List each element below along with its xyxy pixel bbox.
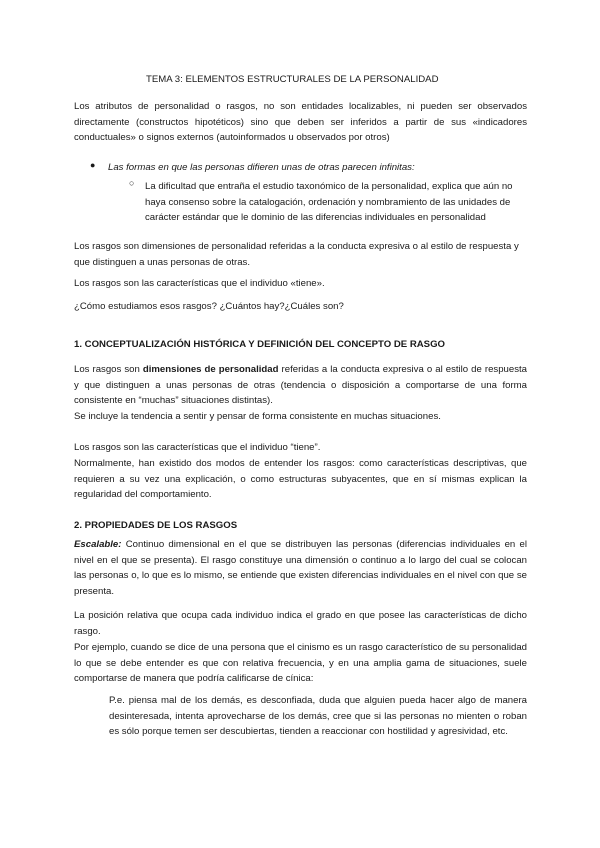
section-2-heading: 2. PROPIEDADES DE LOS RASGOS [74, 520, 238, 531]
s1-p1-end: referidas a la conducta expresiva o al estilo de respuesta y que distinguen a unas personas de otras (tendencia o disposición a comportarse de una forma consistente en “muchas” situaciones distintas). [74, 364, 528, 406]
bullet-item [108, 160, 528, 176]
posicion-paragraph: La posición relativa que ocupa cada individuo indica el grado en que posee las características de dicho rasgo. [74, 610, 527, 637]
section-1-paragraph-2-line-1: Los rasgos son las características que el individuo “tiene”. [74, 442, 321, 453]
section-1-line-2: Se incluye la tendencia a sentir y pensar de forma consistente en muchas situaciones. [74, 411, 441, 422]
ejemplo-paragraph: Por ejemplo, cuando se dice de una persona que el cinismo es un rasgo característico de su personalidad lo que se debe entender es que con relativa frecuencia, y en una amplia gama de situaciones, suele comportarse de manera que podría calificarse de cínica: [74, 642, 527, 684]
pe-paragraph: P.e. piensa mal de los demás, es desconfiada, duda que alguien pueda hacer algo de manera desinteresada, intenta aprovecharse de los demás, cree que si las personas no mienten o roban es sólo porque temen ser descubiertas, tienden a reaccionar con hostilidad y agresividad, etc. [109, 695, 527, 737]
questions-paragraph: ¿Cómo estudiamos esos rasgos? ¿Cuántos hay?¿Cuáles son? [74, 301, 344, 312]
s1-p1-bold: dimensiones de personalidad [142, 364, 279, 375]
rasgos-tiene-paragraph: Los rasgos son las características que el individuo «tiene». [74, 278, 325, 289]
section-1-paragraph-1 [74, 362, 527, 409]
s1-p1-start: Los rasgos son [74, 364, 143, 375]
bullet-dot-icon: ● [90, 160, 96, 170]
escalable-paragraph [74, 537, 527, 599]
section-1-heading: 1. CONCEPTUALIZACIÓN HISTÓRICA Y DEFINICIÓN DEL CONCEPTO DE RASGO [74, 339, 445, 350]
rasgos-definition-paragraph: Los rasgos son dimensiones de personalidad referidas a la conducta expresiva o al estilo de respuesta y que distinguen a unas personas de otras. [74, 241, 519, 268]
bullet-text: Las formas en que las personas difieren unas de otras parecen infinitas: [108, 162, 415, 173]
escalable-label: Escalable: [74, 539, 122, 550]
intro-paragraph: Los atributos de personalidad o rasgos, no son entidades localizables, ni pueden ser observados directamente (constructos hipotéticos) sino que deben ser inferidos a partir de sus «indicadores conductuales» o signos externos (autoinformados u observados por otros) [74, 101, 527, 143]
section-1-paragraph-2: Normalmente, han existido dos modos de entender los rasgos: como características descriptivas, que requieren a su vez una explicación, o como estructuras subyacentes, que en sí mismas explican la regularidad del comportamiento. [74, 458, 527, 500]
sub-bullet-circle-icon: ○ [129, 178, 135, 188]
sub-bullet-item: La dificultad que entraña el estudio taxonómico de la personalidad, explica que aún no haya consenso sobre la catalogación, ordenación y nombramiento de las unidades de carácter estándar que le dominio de las diferencias individuales en personalidad [145, 181, 513, 223]
escalable-text: Continuo dimensional en el que se distribuyen las personas (diferencias individuales en el nivel en el que se presenta). El rasgo constituye una dimensión o continuo a lo largo del cual se colocan las personas o, lo que es lo mismo, se entiende que existen diferencias individuales en el nivel con que se presenta. [74, 539, 527, 597]
page-title: TEMA 3: ELEMENTOS ESTRUCTURALES DE LA PERSONALIDAD [146, 74, 439, 85]
